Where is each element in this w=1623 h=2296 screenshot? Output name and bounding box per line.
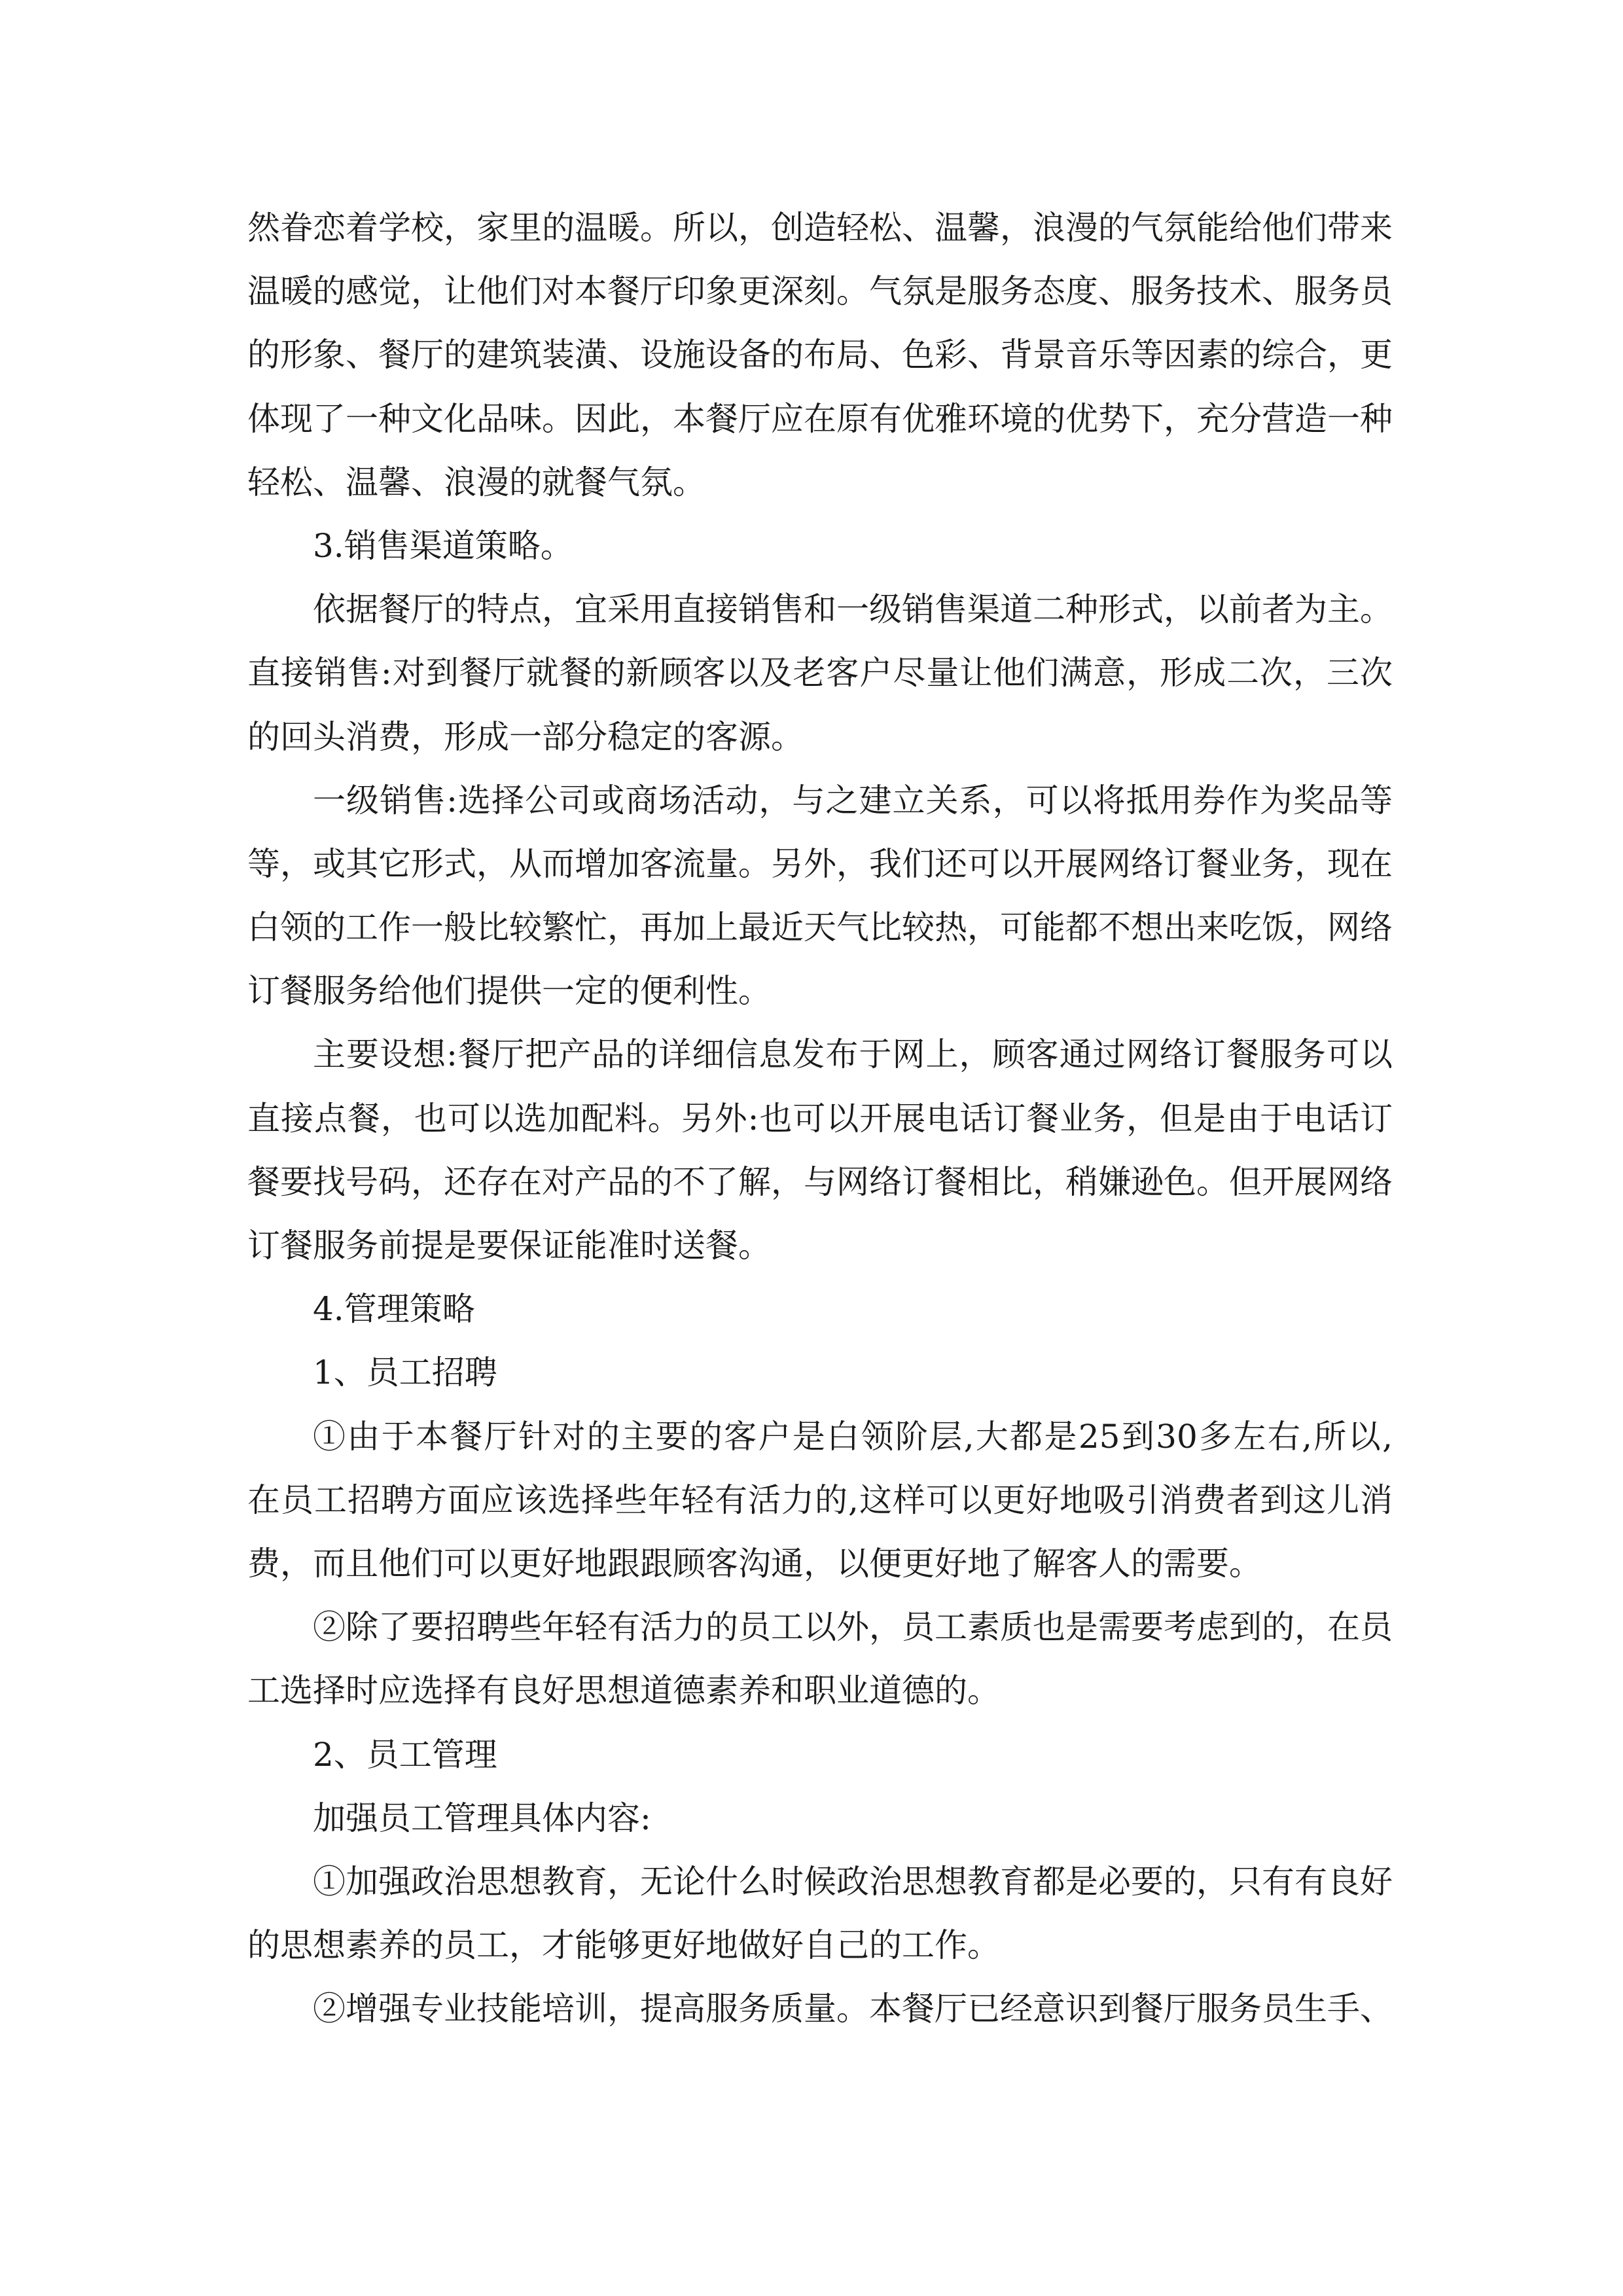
subsection-heading: 2、员工管理 bbox=[313, 1735, 497, 1774]
text-line: 等，或其它形式，从而增加客流量。另外，我们还可以开展网络订餐业务，现在 bbox=[247, 844, 1393, 883]
text-line: 订餐服务给他们提供一定的便利性。 bbox=[247, 972, 771, 1011]
text-line: 直接销售:对到餐厅就餐的新顾客以及老客户尽量让他们满意，形成二次，三次 bbox=[247, 654, 1393, 692]
text-line: 的思想素养的员工，才能够更好地做好自己的工作。 bbox=[247, 1926, 1000, 1965]
text-line: 在员工招聘方面应该选择些年轻有活力的,这样可以更好地吸引消费者到这儿消 bbox=[247, 1480, 1393, 1519]
text-line: 轻松、温馨、浪漫的就餐气氛。 bbox=[247, 463, 705, 501]
section-heading: 3.销售渠道策略。 bbox=[313, 526, 573, 565]
text-line: 订餐服务前提是要保证能准时送餐。 bbox=[247, 1227, 771, 1265]
text-line: 主要设想:餐厅把产品的详细信息发布于网上，顾客通过网络订餐服务可以 bbox=[313, 1035, 1393, 1074]
text-line: 白领的工作一般比较繁忙，再加上最近天气比较热，可能都不想出来吃饭，网络 bbox=[247, 908, 1393, 947]
text-line: ①加强政治思想教育，无论什么时候政治思想教育都是必要的，只有有良好 bbox=[313, 1862, 1393, 1901]
text-line: 的回头消费，形成一部分稳定的客源。 bbox=[247, 717, 804, 756]
text-line: 直接点餐，也可以选加配料。另外:也可以开展电话订餐业务，但是由于电话订 bbox=[247, 1099, 1393, 1138]
text-line: 工选择时应选择有良好思想道德素养和职业道德的。 bbox=[247, 1672, 1000, 1710]
text-line: 加强员工管理具体内容: bbox=[313, 1799, 651, 1837]
text-line: ②增强专业技能培训，提高服务质量。本餐厅已经意识到餐厅服务员生手、 bbox=[313, 1990, 1393, 2028]
text-line: 费，而且他们可以更好地跟跟顾客沟通，以便更好地了解客人的需要。 bbox=[247, 1544, 1262, 1583]
text-line: 温暖的感觉，让他们对本餐厅印象更深刻。气氛是服务态度、服务技术、服务员 bbox=[247, 272, 1393, 311]
section-heading: 4.管理策略 bbox=[313, 1290, 475, 1329]
text-line: 依据餐厅的特点，宜采用直接销售和一级销售渠道二种形式，以前者为主。 bbox=[313, 590, 1393, 629]
text-line: 一级销售:选择公司或商场活动，与之建立关系，可以将抵用券作为奖品等 bbox=[313, 781, 1393, 819]
text-line: 然眷恋着学校，家里的温暖。所以，创造轻松、温馨，浪漫的气氛能给他们带来 bbox=[247, 209, 1393, 247]
document-page bbox=[247, 196, 1393, 2041]
text-line: 餐要找号码，还存在对产品的不了解，与网络订餐相比，稍嫌逊色。但开展网络 bbox=[247, 1162, 1393, 1201]
text-line: ①由于本餐厅针对的主要的客户是白领阶层,大都是25到30多左右,所以, bbox=[313, 1417, 1393, 1456]
text-line: 的形象、餐厅的建筑装潢、设施设备的布局、色彩、背景音乐等因素的综合，更 bbox=[247, 336, 1393, 374]
text-line: ②除了要招聘些年轻有活力的员工以外，员工素质也是需要考虑到的，在员 bbox=[313, 1608, 1393, 1647]
text-line: 体现了一种文化品味。因此，本餐厅应在原有优雅环境的优势下，充分营造一种 bbox=[247, 399, 1393, 438]
subsection-heading: 1、员工招聘 bbox=[313, 1354, 497, 1392]
